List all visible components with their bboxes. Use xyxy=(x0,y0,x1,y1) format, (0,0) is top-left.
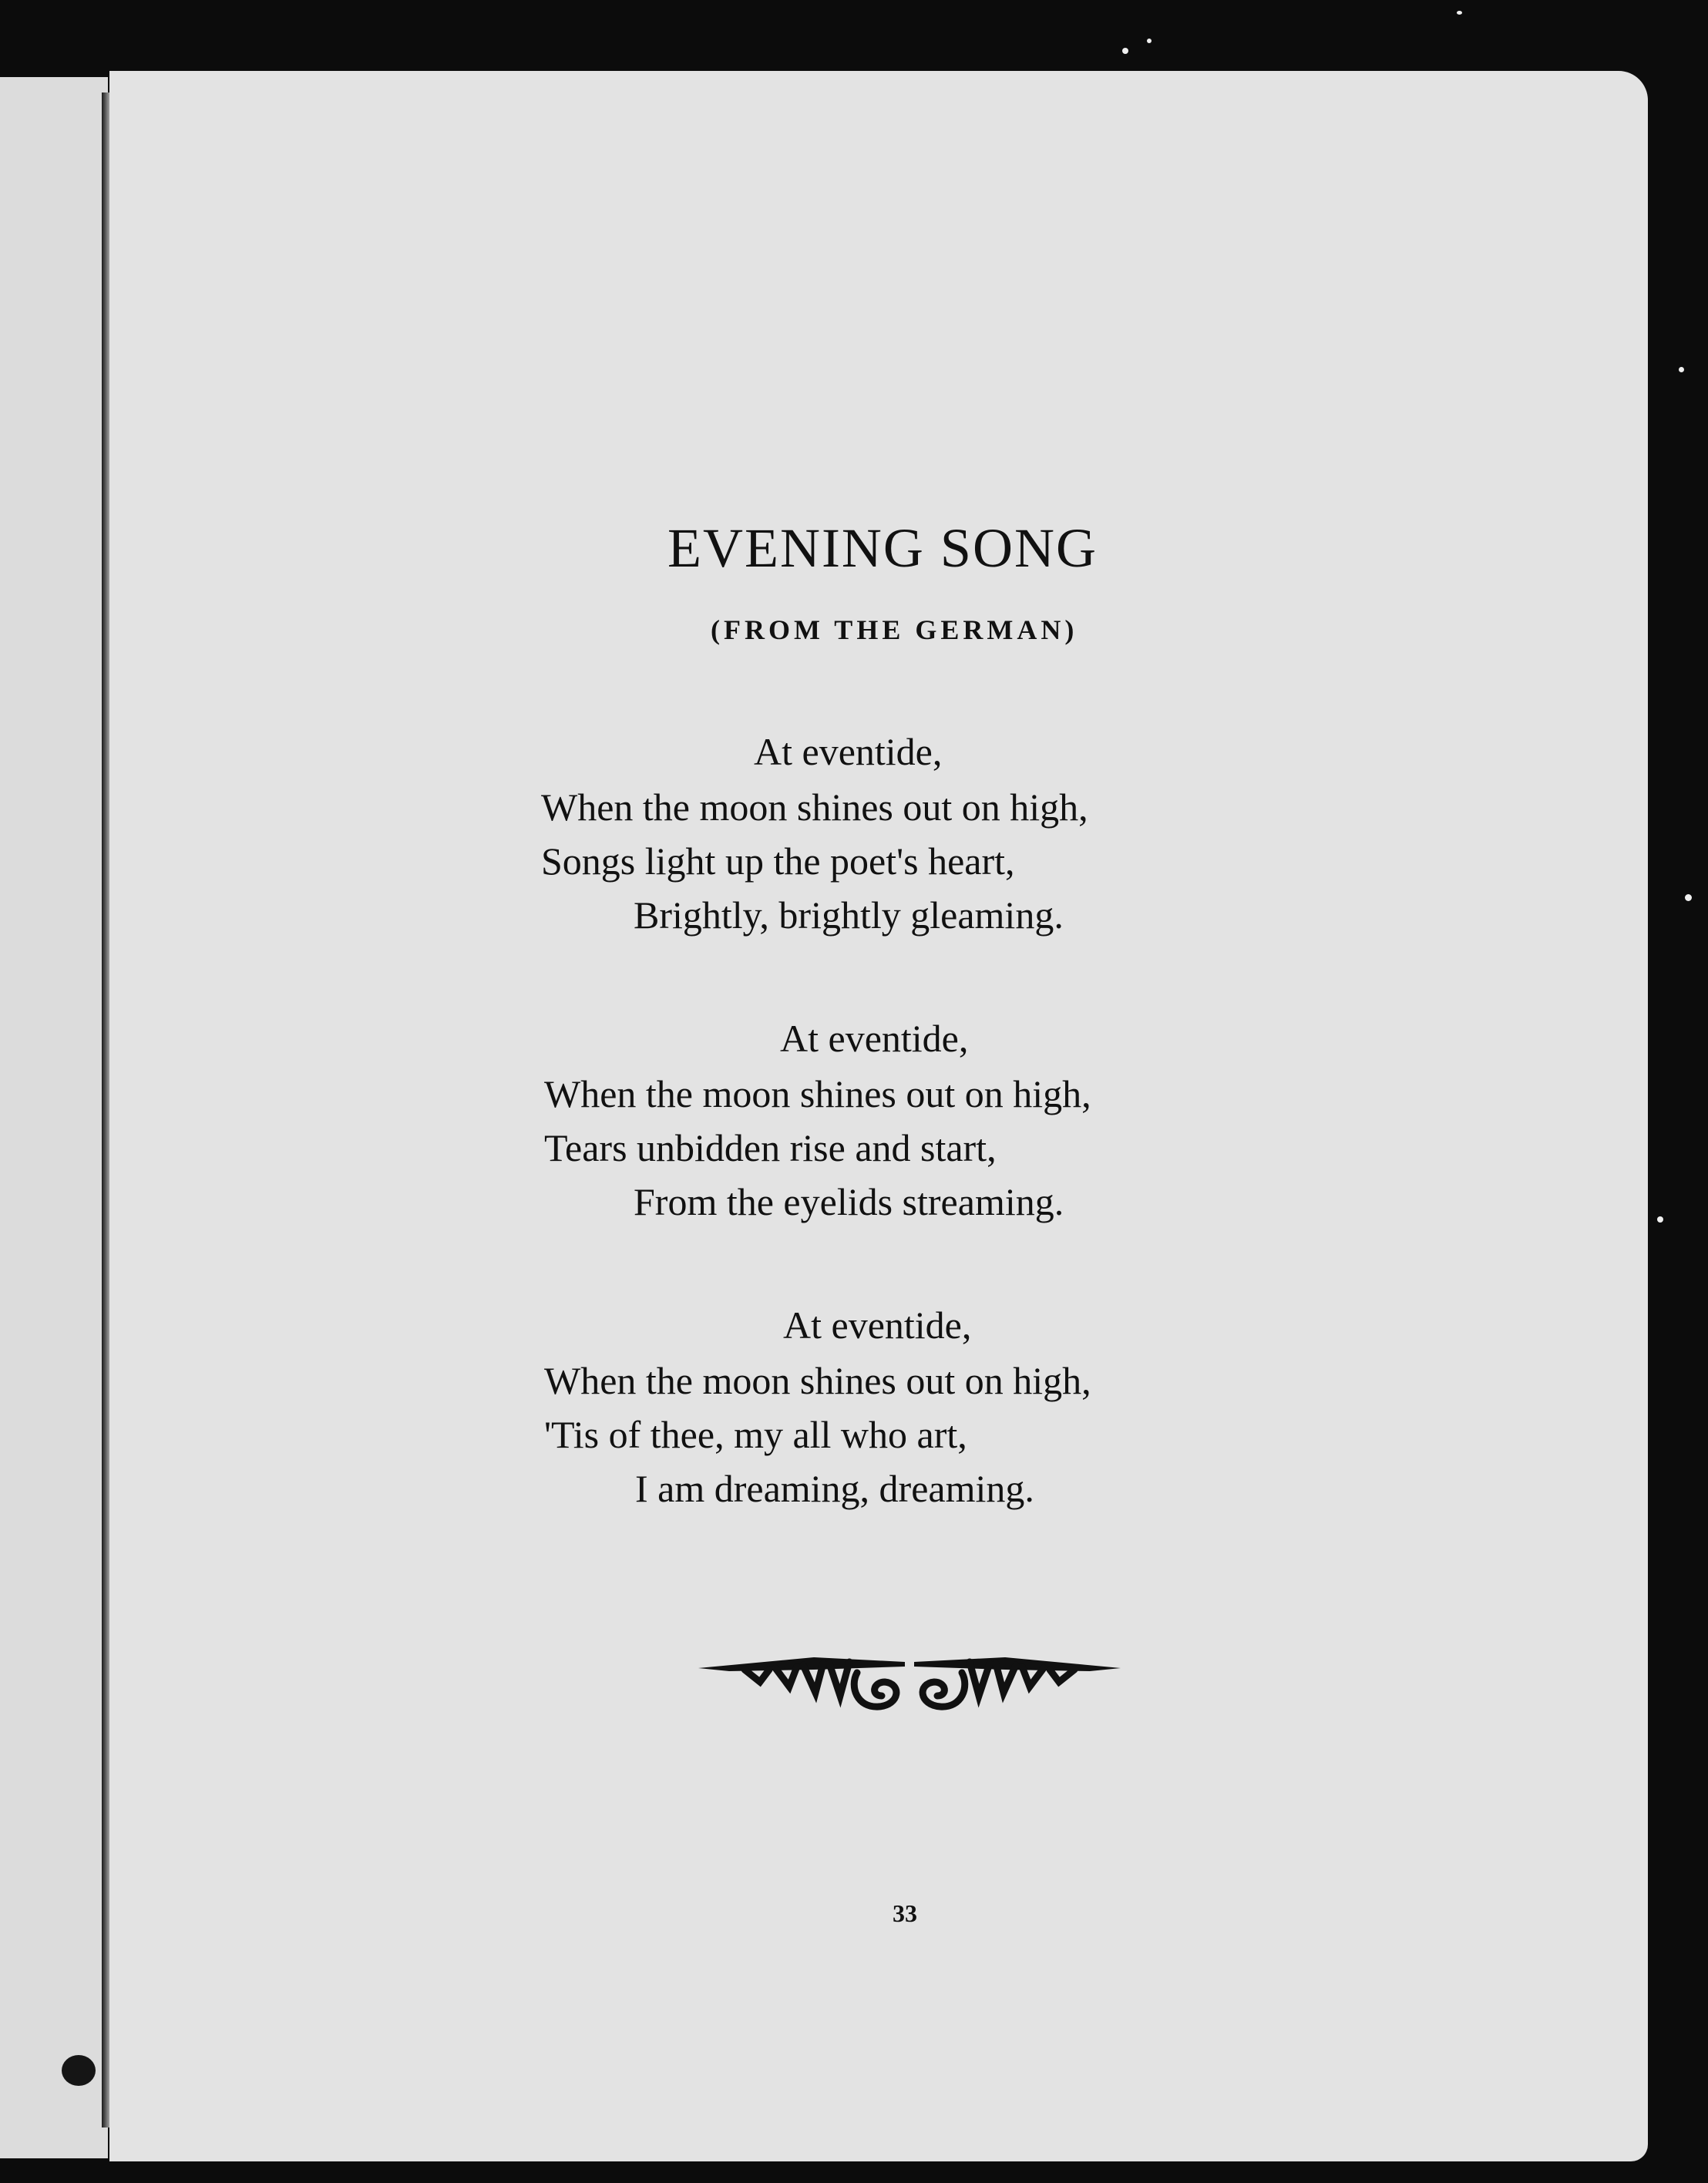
stanza-2-line-4: From the eyelids streaming. xyxy=(634,1180,1064,1223)
ink-blot xyxy=(62,2055,96,2086)
poem-title: EVENING SONG xyxy=(667,517,1098,579)
stanza-3-line-4: I am dreaming, dreaming. xyxy=(635,1467,1034,1510)
stanza-3-line-1: At eventide, xyxy=(783,1303,972,1347)
stanza-1-line-3: Songs light up the poet's heart, xyxy=(541,839,1015,883)
poem-subtitle: (FROM THE GERMAN) xyxy=(711,614,1078,645)
dust-speck xyxy=(1147,39,1152,43)
page-number: 33 xyxy=(893,1899,917,1927)
stanza-3-line-3: 'Tis of thee, my all who art, xyxy=(544,1413,967,1456)
dust-speck xyxy=(1457,11,1462,15)
dust-speck xyxy=(1122,48,1128,54)
stanza-1-line-1: At eventide, xyxy=(754,730,943,773)
stanza-3-line-2: When the moon shines out on high, xyxy=(544,1359,1091,1402)
dust-speck xyxy=(1685,894,1692,901)
facing-page-edge xyxy=(0,77,108,2158)
stanza-2-line-1: At eventide, xyxy=(780,1017,969,1060)
dust-speck xyxy=(1657,1216,1663,1223)
stanza-2-line-2: When the moon shines out on high, xyxy=(544,1072,1091,1115)
stanza-1-line-4: Brightly, brightly gleaming. xyxy=(634,893,1064,937)
stanza-2-line-3: Tears unbidden rise and start, xyxy=(544,1126,997,1169)
page-sheet xyxy=(109,71,1648,2161)
stanza-1-line-2: When the moon shines out on high, xyxy=(541,785,1088,829)
tailpiece-ornament-icon xyxy=(698,1651,1121,1720)
dust-speck xyxy=(1679,367,1684,372)
